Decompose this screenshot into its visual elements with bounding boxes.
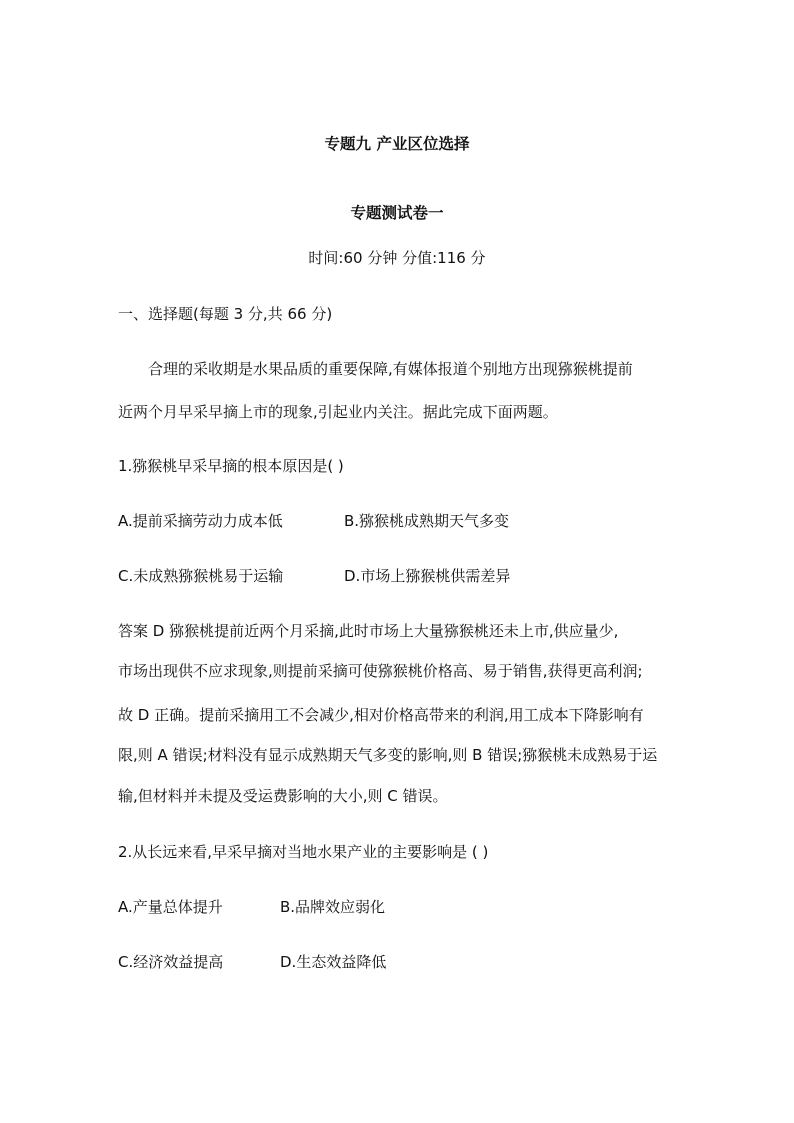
test-paper-title: 专题测试卷一 xyxy=(350,204,444,222)
answer-line-2: 市场出现供不应求现象,则提前采摘可使猕猴桃价格高、易于销售,获得更高利润; xyxy=(118,662,643,680)
question-2-option-b: B.品牌效应弱化 xyxy=(280,898,386,916)
answer-line-4: 限,则 A 错误;材料没有显示成熟期天气多变的影响,则 B 错误;猕猴桃未成熟易于运 xyxy=(118,746,658,764)
question-1-option-a: A.提前采摘劳动力成本低 xyxy=(118,512,283,530)
answer-line-3: 故 D 正确。提前采摘用工不会减少,相对价格高带来的利润,用工成本下降影响有 xyxy=(118,706,644,724)
question-1-option-b: B.猕猴桃成熟期天气多变 xyxy=(344,512,510,530)
question-1-option-d: D.市场上猕猴桃供需差异 xyxy=(344,567,511,585)
question-1-stem: 1.猕猴桃早采早摘的根本原因是( ) xyxy=(118,457,344,475)
passage-line-2: 近两个月早采早摘上市的现象,引起业内关注。据此完成下面两题。 xyxy=(118,403,558,421)
question-2-stem: 2.从长远来看,早采早摘对当地水果产业的主要影响是 ( ) xyxy=(118,843,489,861)
answer-line-1: 答案 D 猕猴桃提前近两个月采摘,此时市场上大量猕猴桃还未上市,供应量少, xyxy=(118,622,619,640)
document-title: 专题九 产业区位选择 xyxy=(324,135,470,153)
question-2-option-d: D.生态效益降低 xyxy=(280,953,387,971)
time-and-score: 时间:60 分钟 分值:116 分 xyxy=(308,249,486,267)
question-1-option-c: C.未成熟猕猴桃易于运输 xyxy=(118,567,284,585)
passage-line-1: 合理的采收期是水果品质的重要保障,有媒体报道个别地方出现猕猴桃提前 xyxy=(148,360,633,378)
section-heading: 一、选择题(每题 3 分,共 66 分) xyxy=(118,305,333,323)
answer-line-5: 输,但材料并未提及受运费影响的大小,则 C 错误。 xyxy=(118,787,448,805)
question-2-option-a: A.产量总体提升 xyxy=(118,898,223,916)
question-2-option-c: C.经济效益提高 xyxy=(118,953,224,971)
